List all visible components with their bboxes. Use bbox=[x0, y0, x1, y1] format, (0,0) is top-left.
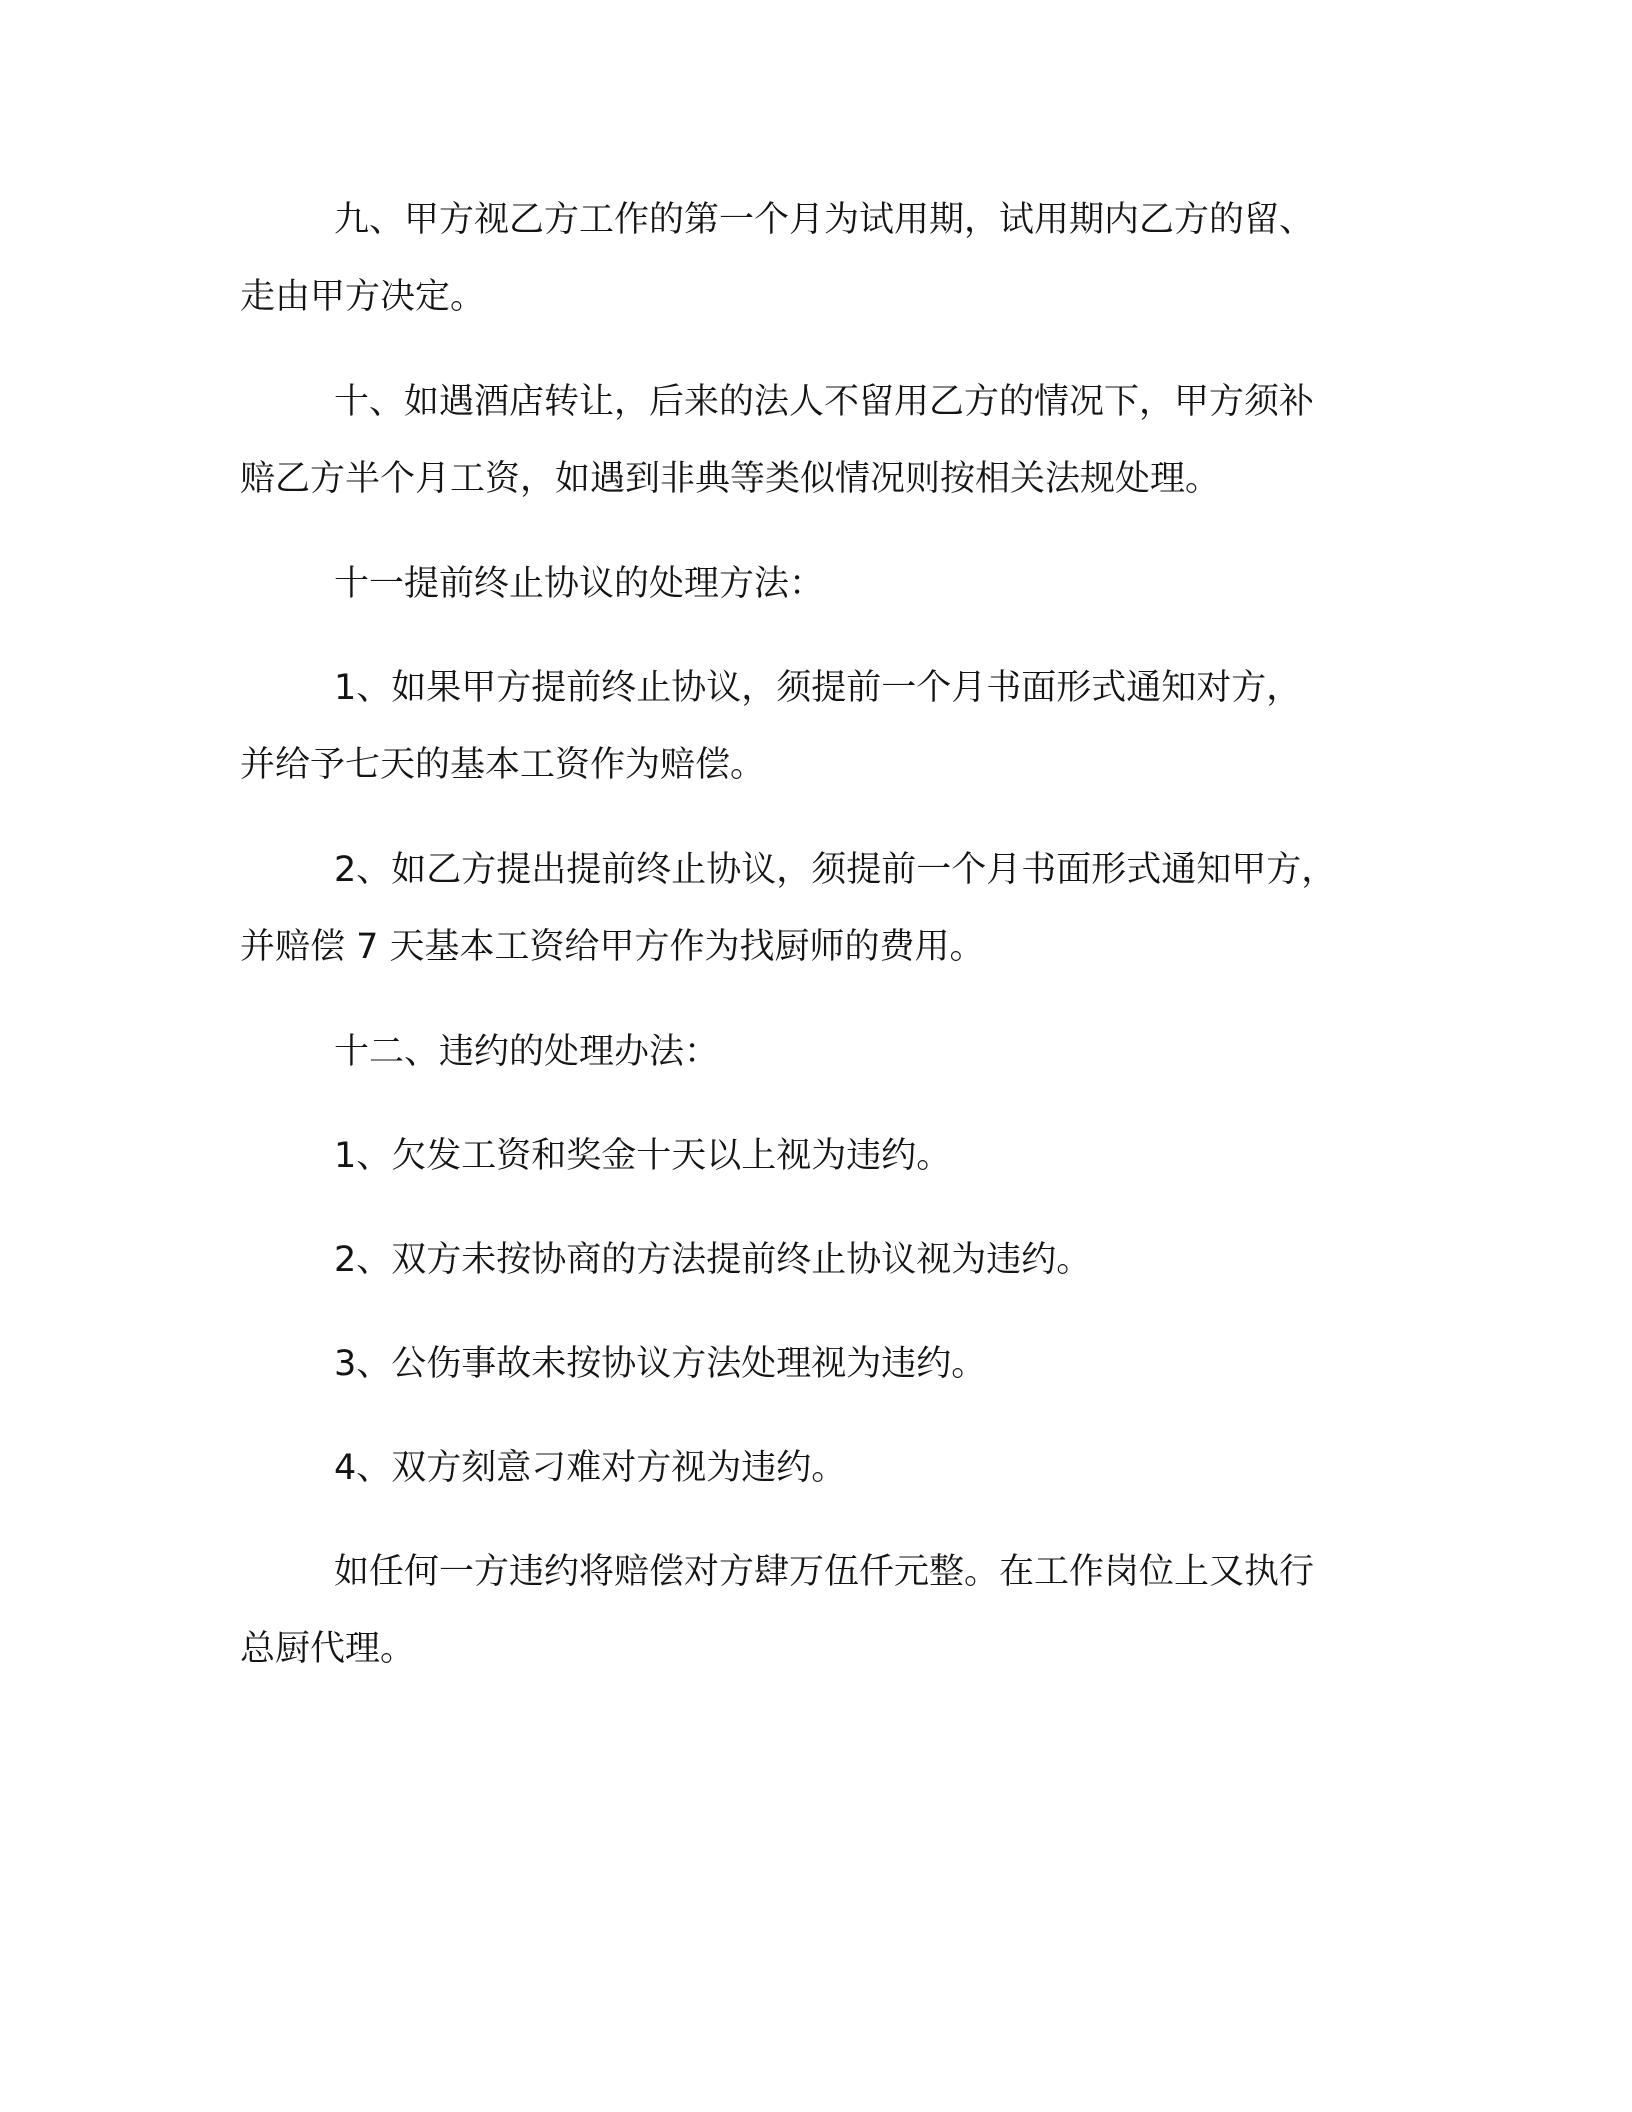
clause-10-line-1: 十、如遇酒店转让，后来的法人不留用乙方的情况下，甲方须补 bbox=[334, 382, 1315, 422]
clause-11-item-1-line-1: 1、如果甲方提前终止协议，须提前一个月书面形式通知对方， bbox=[334, 668, 1302, 708]
clause-11-item-2-line-2: 并赔偿 7 天基本工资给甲方作为找厨师的费用。 bbox=[240, 927, 985, 967]
clause-12-item-2 bbox=[240, 1222, 1386, 1299]
penalty-clause-line-2: 总厨代理。 bbox=[240, 1629, 416, 1669]
clause-12-item-2-text: 2、双方未按协商的方法提前终止协议视为违约。 bbox=[334, 1240, 1092, 1280]
clause-11-heading bbox=[240, 546, 1386, 623]
clause-11-heading-text: 十一提前终止协议的处理方法： bbox=[334, 564, 825, 604]
clause-10-line-2: 赔乙方半个月工资，如遇到非典等类似情况则按相关法规处理。 bbox=[240, 459, 1221, 499]
clause-11-item-1-line-2: 并给予七天的基本工资作为赔偿。 bbox=[240, 745, 766, 785]
contract-body bbox=[240, 182, 1386, 1688]
clause-10 bbox=[240, 364, 1386, 518]
penalty-clause bbox=[240, 1534, 1386, 1688]
clause-9 bbox=[240, 182, 1386, 336]
clause-11-item-2 bbox=[240, 832, 1386, 986]
clause-11-item-2-line-1: 2、如乙方提出提前终止协议，须提前一个月书面形式通知甲方， bbox=[334, 850, 1337, 890]
clause-12-item-4 bbox=[240, 1430, 1386, 1507]
clause-12-heading bbox=[240, 1014, 1386, 1091]
clause-12-heading-text: 十二、违约的处理办法： bbox=[334, 1032, 720, 1072]
clause-12-item-3 bbox=[240, 1326, 1386, 1403]
penalty-clause-line-1: 如任何一方违约将赔偿对方肆万伍仟元整。在工作岗位上又执行 bbox=[334, 1552, 1315, 1592]
clause-11-item-1 bbox=[240, 650, 1386, 804]
clause-9-line-1: 九、甲方视乙方工作的第一个月为试用期，试用期内乙方的留、 bbox=[334, 200, 1315, 240]
clause-9-line-2: 走由甲方决定。 bbox=[240, 277, 486, 317]
clause-12-item-4-text: 4、双方刻意刁难对方视为违约。 bbox=[334, 1448, 847, 1488]
clause-12-item-1-text: 1、欠发工资和奖金十天以上视为违约。 bbox=[334, 1136, 952, 1176]
clause-12-item-3-text: 3、公伤事故未按协议方法处理视为违约。 bbox=[334, 1344, 987, 1384]
clause-12-item-1 bbox=[240, 1118, 1386, 1195]
